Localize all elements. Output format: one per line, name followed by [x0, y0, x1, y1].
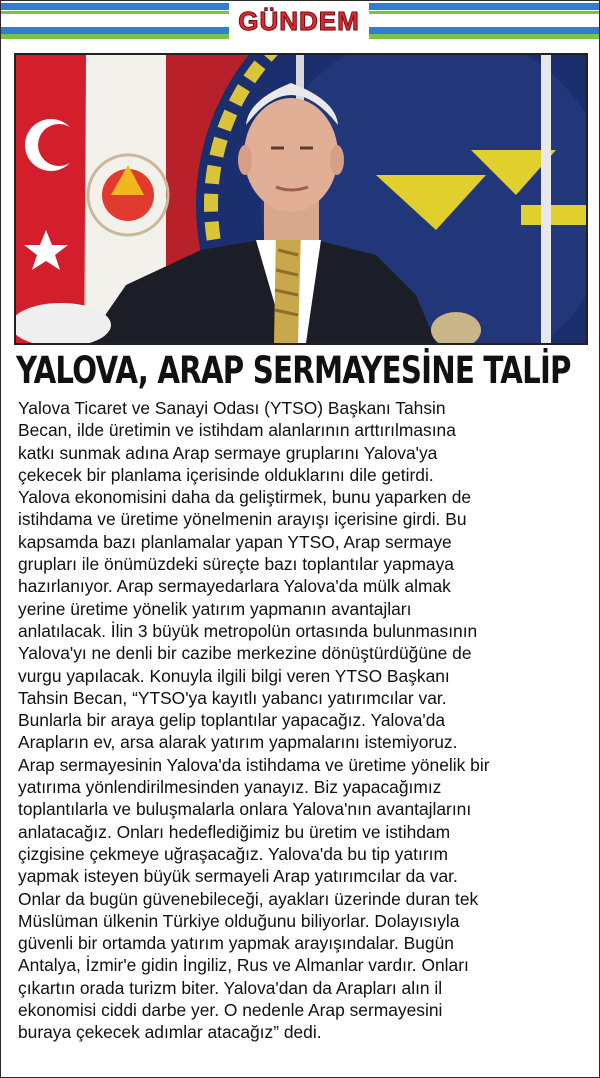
body-line: vurgu yapılacak. Konuyla ilgili bilgi veren YTSO Başkanı — [18, 665, 450, 686]
article-photo — [14, 53, 588, 345]
body-line: Bunlarla bir araya gelip toplantılar yapacağız. Yalova'da — [18, 710, 446, 731]
body-line: Onlar da bugün güvenebileceği, ayakları üzerinde duran tek — [18, 888, 479, 909]
body-line: Arapların ev, arsa alarak yatırım yapmalarını istemiyoruz. — [18, 732, 458, 753]
body-line: anlatacağız. Onları hedeflediğimiz bu üretim ve istihdam — [18, 821, 451, 842]
body-line: katkı sunmak adına Arap sermaye gruplarını Yalova'ya — [18, 442, 438, 463]
section-title: GÜNDEM — [238, 5, 360, 36]
section-header — [1, 1, 599, 41]
body-line: yapmak isteyen büyük sermayeli Arap yatırımcılar da var. — [18, 866, 458, 887]
body-line: Müslüman ülkenin Türkiye olduğunu biliyorlar. Dolayısıyla — [18, 910, 460, 931]
body-line: hazırlanıyor. Arap sermayedarlara Yalova'da mülk almak — [18, 576, 451, 597]
body-line: buraya çekecek adımlar atacağız” dedi. — [18, 1022, 322, 1043]
body-line: yatırıma yönlendirilmesinden yanayız. Biz yapacağımız — [18, 777, 442, 798]
section-title-box — [229, 2, 369, 40]
body-line: yerine üretime yönelik yatırım yapmanın avantajları — [18, 598, 412, 619]
body-line: ekonomisi ciddi darbe yer. O nedenle Arap sermayesini — [18, 1000, 443, 1021]
body-line: Arap sermayesinin Yalova'da istihdama ve üretime yönelik bir — [18, 754, 490, 775]
body-line: anlatılacak. İlin 3 büyük metropolün ortasında bulunmasının — [18, 620, 478, 641]
body-line: çizgisine çekmeye uğraşacağız. Yalova'da bu tip yatırım — [18, 843, 448, 864]
body-line: Yalova Ticaret ve Sanayi Odası (YTSO) Başkanı Tahsin — [18, 398, 446, 418]
body-line: Yalova'yı ne denli bir cazibe merkezine dönüştürdüğüne de — [18, 643, 472, 664]
article-headline: YALOVA, ARAP SERMAYESİNE TALİP — [16, 349, 571, 392]
portrait-image — [16, 55, 586, 343]
body-line: çıkartın orada turizm biter. Yalova'dan da Arapları alın il — [18, 977, 443, 998]
body-line: çekecek bir planlama içerisinde olduklarını dile getirdi. — [18, 464, 434, 485]
body-line: güvenli bir ortamda yatırım yapmak arayışındalar. Bugün — [18, 933, 454, 954]
body-line: kapsamda bazı planlamalar yapan YTSO, Arap sermaye — [18, 531, 452, 552]
body-line: Yalova ekonomisini daha da geliştirmek, bunu yaparken de — [18, 487, 472, 508]
body-line: grupları ile önümüzdeki süreçte bazı toplantılar yapmaya — [18, 554, 454, 575]
body-line: Tahsin Becan, “YTSO'ya kayıtlı yabancı yatırımcılar var. — [18, 687, 447, 708]
article-body — [18, 397, 588, 1044]
body-line: Becan, ilde üretimin ve istihdam alanlarının arttırılmasına — [18, 420, 456, 441]
body-line: toplantılarla ve buluşmalarla onlara Yalova'nın avantajlarını — [18, 799, 472, 820]
body-line: istihdama ve üretime yönelmenin arayışı içerisine girdi. Bu — [18, 509, 467, 530]
body-line: Antalya, İzmir'e gidin İngiliz, Rus ve Almanlar vardır. Onları — [18, 955, 469, 976]
